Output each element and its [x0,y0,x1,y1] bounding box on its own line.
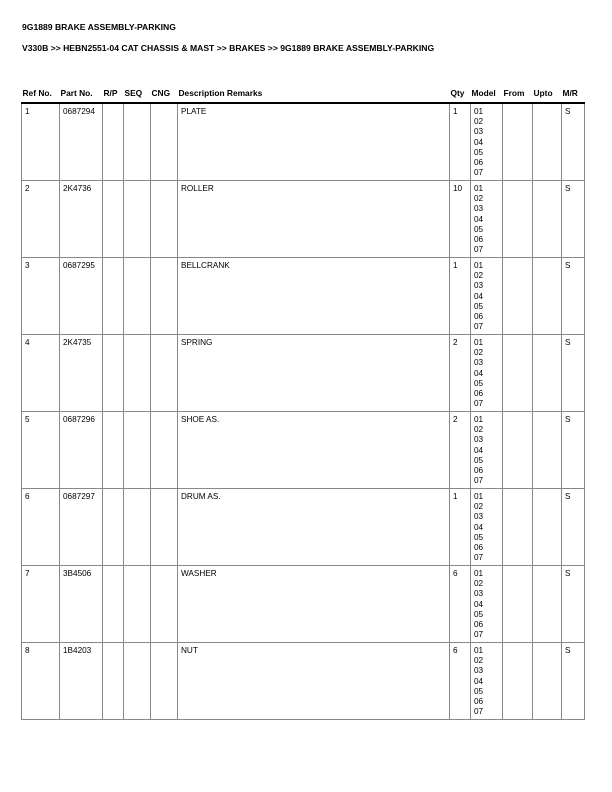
page-title: 9G1889 BRAKE ASSEMBLY-PARKING [22,22,176,32]
mr-cell: S [562,103,585,181]
model-cell [471,103,503,181]
description-cell: BELLCRANK [178,258,450,335]
table-row [22,103,585,181]
mr-cell: S [562,489,585,566]
ref-no-cell: 1 [22,103,60,181]
model-cell [471,181,503,258]
mr-cell: S [562,412,585,489]
part-no-cell: 0687296 [60,412,103,489]
model-cell [471,489,503,566]
model-code: 03 [474,512,484,522]
table-row [22,489,585,566]
model-code: 03 [474,127,484,137]
model-code: 06 [474,389,484,399]
column-header-qty: Qty [450,86,471,103]
model-code: 06 [474,620,484,630]
description-cell: DRUM AS. [178,489,450,566]
part-no-cell: 0687297 [60,489,103,566]
column-header-seq: SEQ [124,86,151,103]
seq-cell [124,489,151,566]
part-no-cell: 3B4506 [60,566,103,643]
upto-cell [533,258,562,335]
ref-no-cell: 6 [22,489,60,566]
upto-cell [533,412,562,489]
model-code: 04 [474,137,484,147]
model-code: 04 [474,599,484,609]
model-code: 06 [474,158,484,168]
seq-cell [124,643,151,720]
column-header-mr: M/R [562,86,585,103]
model-code: 07 [474,322,484,332]
description-cell: PLATE [178,103,450,181]
cng-cell [151,412,178,489]
model-code: 03 [474,358,484,368]
rp-cell [103,181,124,258]
ref-no-cell: 8 [22,643,60,720]
qty-cell: 2 [450,335,471,412]
from-cell [503,643,533,720]
column-header-upto: Upto [533,86,562,103]
rp-cell [103,489,124,566]
model-cell [471,258,503,335]
column-header-rp: R/P [103,86,124,103]
model-code: 04 [474,445,484,455]
model-code: 01 [474,184,484,193]
qty-cell: 2 [450,412,471,489]
description-cell: NUT [178,643,450,720]
model-code: 05 [474,686,484,696]
model-cell [471,566,503,643]
column-header-cng: CNG [151,86,178,103]
mr-cell: S [562,335,585,412]
cng-cell [151,103,178,181]
model-code: 02 [474,579,484,589]
mr-cell: S [562,181,585,258]
column-header-ref-no: Ref No. [22,86,60,103]
model-code: 03 [474,281,484,291]
model-code: 02 [474,656,484,666]
cng-cell [151,643,178,720]
mr-cell: S [562,258,585,335]
model-code: 06 [474,235,484,245]
part-no-cell: 2K4736 [60,181,103,258]
model-code: 06 [474,697,484,707]
description-cell: ROLLER [178,181,450,258]
model-code: 07 [474,245,484,255]
qty-cell: 6 [450,643,471,720]
ref-no-cell: 7 [22,566,60,643]
cng-cell [151,566,178,643]
model-code: 02 [474,271,484,281]
from-cell [503,412,533,489]
model-code: 04 [474,676,484,686]
column-header-part-no: Part No. [60,86,103,103]
parts-table [21,86,585,720]
model-code: 02 [474,194,484,204]
from-cell [503,566,533,643]
table-row [22,258,585,335]
model-code: 05 [474,301,484,311]
model-code: 05 [474,224,484,234]
table-row [22,181,585,258]
model-code: 07 [474,476,484,486]
qty-cell: 1 [450,489,471,566]
model-code: 07 [474,399,484,409]
qty-cell: 1 [450,258,471,335]
ref-no-cell: 4 [22,335,60,412]
model-code: 02 [474,502,484,512]
table-row [22,566,585,643]
model-code: 01 [474,338,484,347]
model-code: 01 [474,492,484,501]
cng-cell [151,181,178,258]
ref-no-cell: 2 [22,181,60,258]
upto-cell [533,335,562,412]
model-code: 05 [474,147,484,157]
table-row [22,412,585,489]
parts-table-body [22,103,585,720]
model-code: 06 [474,312,484,322]
model-code: 07 [474,168,484,178]
model-code: 05 [474,455,484,465]
seq-cell [124,258,151,335]
description-cell: WASHER [178,566,450,643]
cng-cell [151,335,178,412]
qty-cell: 6 [450,566,471,643]
model-code: 07 [474,553,484,563]
model-code: 05 [474,609,484,619]
model-cell [471,335,503,412]
model-code: 01 [474,261,484,270]
model-code: 01 [474,569,484,578]
model-cell [471,412,503,489]
mr-cell: S [562,566,585,643]
table-row [22,643,585,720]
seq-cell [124,566,151,643]
column-header-model: Model [471,86,503,103]
model-code: 04 [474,368,484,378]
rp-cell [103,258,124,335]
from-cell [503,489,533,566]
model-code: 01 [474,415,484,424]
model-code: 06 [474,543,484,553]
breadcrumb: V330B >> HEBN2551-04 CAT CHASSIS & MAST >> BRAKES >> 9G1889 BRAKE ASSEMBLY-PARKING [22,43,435,53]
mr-cell: S [562,643,585,720]
model-cell [471,643,503,720]
rp-cell [103,103,124,181]
seq-cell [124,335,151,412]
model-code: 06 [474,466,484,476]
rp-cell [103,412,124,489]
table-row [22,335,585,412]
model-code: 02 [474,348,484,358]
from-cell [503,103,533,181]
model-code: 04 [474,214,484,224]
upto-cell [533,643,562,720]
seq-cell [124,103,151,181]
upto-cell [533,181,562,258]
upto-cell [533,489,562,566]
model-code: 03 [474,589,484,599]
rp-cell [103,335,124,412]
description-cell: SHOE AS. [178,412,450,489]
model-code: 03 [474,204,484,214]
qty-cell: 1 [450,103,471,181]
from-cell [503,258,533,335]
model-code: 07 [474,707,484,717]
model-code: 01 [474,646,484,655]
model-code: 02 [474,425,484,435]
model-code: 07 [474,630,484,640]
model-code: 01 [474,107,484,116]
seq-cell [124,181,151,258]
part-no-cell: 0687295 [60,258,103,335]
cng-cell [151,258,178,335]
rp-cell [103,643,124,720]
column-header-from: From [503,86,533,103]
ref-no-cell: 3 [22,258,60,335]
model-code: 04 [474,291,484,301]
ref-no-cell: 5 [22,412,60,489]
upto-cell [533,103,562,181]
from-cell [503,181,533,258]
qty-cell: 10 [450,181,471,258]
upto-cell [533,566,562,643]
model-code: 04 [474,522,484,532]
model-code: 03 [474,666,484,676]
seq-cell [124,412,151,489]
description-cell: SPRING [178,335,450,412]
part-no-cell: 1B4203 [60,643,103,720]
model-code: 03 [474,435,484,445]
column-header-description: Description Remarks [178,86,450,103]
model-code: 02 [474,117,484,127]
part-no-cell: 2K4735 [60,335,103,412]
table-header-row [22,86,585,103]
cng-cell [151,489,178,566]
rp-cell [103,566,124,643]
from-cell [503,335,533,412]
model-code: 05 [474,532,484,542]
model-code: 05 [474,378,484,388]
part-no-cell: 0687294 [60,103,103,181]
